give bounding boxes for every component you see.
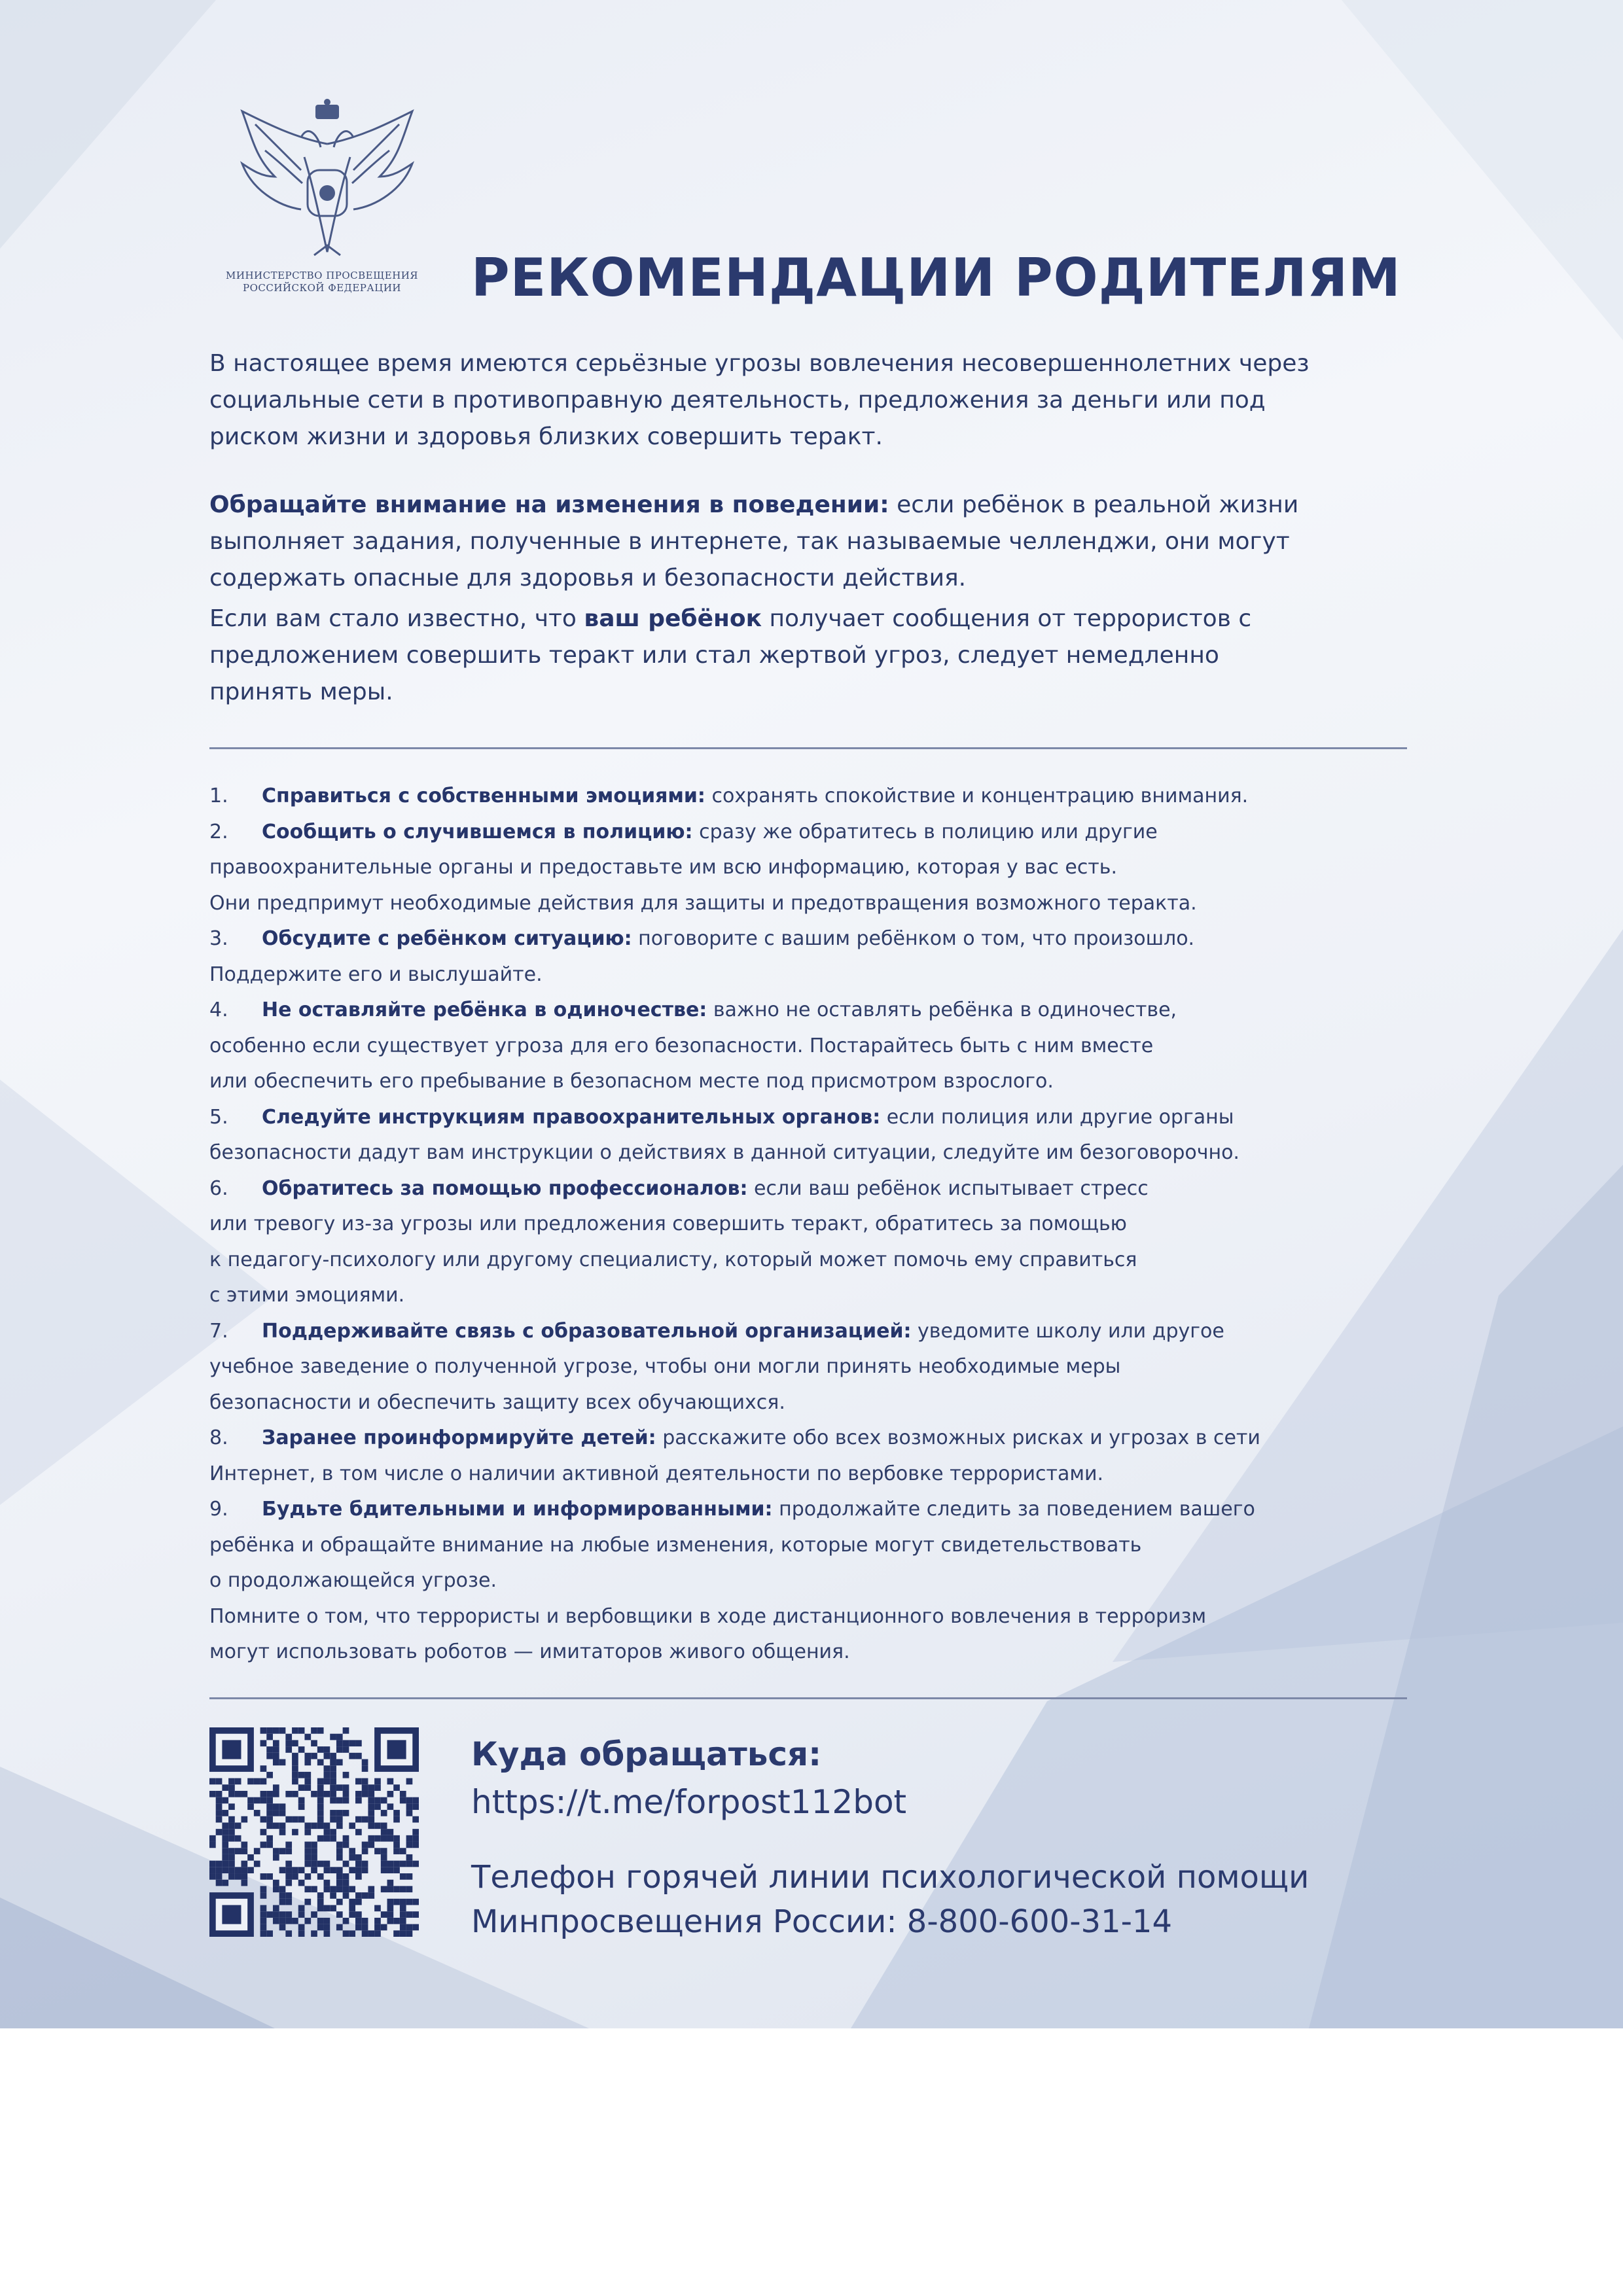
step-continuation-line: Интернет, в том числе о наличии активной деятельности по вербовке террористами.	[209, 1462, 1103, 1485]
step-continuation-line: о продолжающейся угрозе.	[209, 1569, 497, 1592]
step-first-rest: сохранять спокойствие и концентрацию внимания.	[705, 785, 1249, 807]
step-continuation-line: Поддержите его и выслушайте.	[209, 963, 543, 986]
step-title: Будьте бдительными и информированными:	[262, 1498, 773, 1521]
step-continuation-line: к педагогу-психологу или другому специалисту, который может помочь ему справиться	[209, 1248, 1137, 1271]
intro-line: В настоящее время имеются серьёзные угрозы вовлечения несовершеннолетних через	[209, 350, 1310, 377]
step-first-rest: если ваш ребёнок испытывает стресс	[747, 1176, 1149, 1200]
step-continuation-line: ребёнка и обращайте внимание на любые изменения, которые могут свидетельствовать	[209, 1533, 1142, 1557]
step-number: 7.	[209, 1319, 228, 1343]
closing-line-1: Помните о том, что террористы и вербовщики в ходе дистанционного вовлечения в терроризм	[209, 1604, 1207, 1628]
step-continuation-line: безопасности и обеспечить защиту всех обучающихся.	[209, 1390, 785, 1414]
ministry-name-line-2: РОССИЙСКОЙ ФЕДЕРАЦИИ	[243, 282, 401, 294]
step-item	[209, 1100, 1453, 1171]
step-number: 5.	[209, 1105, 228, 1129]
step-continuation-line: особенно если существует угроза для его безопасности. Постарайтесь быть с ним вместе	[209, 1034, 1154, 1057]
step-first-line	[209, 1171, 1453, 1207]
double-headed-eagle-emblem-icon	[216, 98, 438, 268]
step-first-line	[209, 921, 1453, 957]
hotline-info	[471, 1855, 1309, 1944]
page-title: РЕКОМЕНДАЦИИ РОДИТЕЛЯМ	[471, 247, 1401, 308]
closing-note	[209, 1599, 1453, 1670]
intro-line: социальные сети в противоправную деятельность, предложения за деньги или под	[209, 387, 1266, 414]
behavior-paragraph	[209, 487, 1427, 597]
step-title: Заранее проинформируйте детей:	[262, 1426, 656, 1449]
step-first-line	[209, 779, 1453, 815]
step-continuation-line: Они предпримут необходимые действия для защиты и предотвращения возможного теракта.	[209, 891, 1197, 915]
step-title: Не оставляйте ребёнка в одиночестве:	[262, 998, 707, 1021]
step-continuation-line: правоохранительные органы и предоставьте им всю информацию, которая у вас есть.	[209, 856, 1118, 879]
step-title: Следуйте инструкциям правоохранительных органов:	[262, 1105, 881, 1129]
step-item	[209, 1171, 1453, 1314]
intro-line: риском жизни и здоровья близких совершить теракт.	[209, 423, 883, 450]
contacted-line-3: принять меры.	[209, 679, 393, 705]
step-first-line	[209, 1100, 1453, 1136]
step-first-rest: поговорите с вашим ребёнком о том, что произошло.	[632, 927, 1195, 950]
intro-paragraph	[209, 345, 1427, 455]
ministry-name-line-1: МИНИСТЕРСТВО ПРОСВЕЩЕНИЯ	[226, 270, 418, 281]
contacted-bold: ваш ребёнок	[584, 605, 762, 632]
divider	[209, 1697, 1407, 1699]
step-continuation-line: или тревогу из-за угрозы или предложения совершить теракт, обратитесь за помощью	[209, 1212, 1127, 1235]
step-first-rest: расскажите обо всех возможных рисках и угрозах в сети	[656, 1426, 1260, 1449]
step-first-rest: важно не оставлять ребёнка в одиночестве,	[707, 998, 1177, 1021]
contacted-pre: Если вам стало известно, что	[209, 605, 584, 632]
step-first-line	[209, 993, 1453, 1029]
step-number: 6.	[209, 1176, 228, 1200]
steps-list	[209, 779, 1453, 1670]
step-first-line	[209, 1421, 1453, 1457]
steps-items	[209, 779, 1453, 1599]
behavior-line-2: выполняет задания, полученные в интернете, так называемые челленджи, они могут	[209, 528, 1290, 555]
divider	[209, 747, 1407, 749]
behavior-line-3: содержать опасные для здоровья и безопасности действия.	[209, 565, 967, 592]
contacts-heading: Куда обращаться:	[471, 1735, 822, 1773]
hotline-line-1: Телефон горячей линии психологической помощи	[471, 1859, 1310, 1896]
step-number: 3.	[209, 927, 228, 950]
qr-code-icon[interactable]	[209, 1727, 419, 1937]
step-first-line	[209, 815, 1453, 851]
step-title: Сообщить о случившемся в полицию:	[262, 820, 693, 843]
step-first-rest: сразу же обратитесь в полицию или другие	[692, 820, 1158, 843]
step-continuation-line: учебное заведение о полученной угрозе, чтобы они могли принять необходимые меры	[209, 1355, 1121, 1378]
step-number: 1.	[209, 785, 228, 807]
closing-line-2: могут использовать роботов — имитаторов живого общения.	[209, 1640, 850, 1663]
telegram-bot-link[interactable]: https://t.me/forpost112bot	[471, 1783, 907, 1821]
step-title: Поддерживайте связь с образовательной организацией:	[262, 1319, 912, 1343]
step-number: 9.	[209, 1498, 228, 1521]
step-item	[209, 993, 1453, 1100]
step-first-line	[209, 1314, 1453, 1350]
step-first-rest: продолжайте следить за поведением вашего	[772, 1498, 1255, 1521]
behavior-line-1	[209, 491, 1298, 518]
step-first-line	[209, 1492, 1453, 1528]
step-continuation-line: или обеспечить его пребывание в безопасном месте под присмотром взрослого.	[209, 1070, 1054, 1093]
step-item	[209, 815, 1453, 922]
contacted-line-1-rest: получает сообщения от террористов с	[762, 605, 1252, 632]
step-number: 8.	[209, 1426, 228, 1449]
step-item	[209, 921, 1453, 993]
step-first-rest: если полиция или другие органы	[880, 1105, 1234, 1129]
step-title: Обратитесь за помощью профессионалов:	[262, 1176, 748, 1200]
step-first-rest: уведомите школу или другое	[911, 1319, 1224, 1343]
step-continuation-line: безопасности дадут вам инструкции о действиях в данной ситуации, следуйте им безоговорочно.	[209, 1141, 1240, 1164]
step-item	[209, 1421, 1453, 1492]
step-continuation-line: с этими эмоциями.	[209, 1284, 405, 1307]
step-number: 2.	[209, 820, 228, 843]
step-item	[209, 1492, 1453, 1599]
step-item	[209, 1314, 1453, 1421]
step-number: 4.	[209, 998, 228, 1021]
hotline-line-2: Минпросвещения России: 8-800-600-31-14	[471, 1903, 1172, 1940]
behavior-bold-lead: Обращайте внимание на изменения в поведении:	[209, 491, 889, 518]
contacted-paragraph	[209, 601, 1427, 711]
behavior-line-1-rest: если ребёнок в реальной жизни	[889, 491, 1299, 518]
step-item	[209, 779, 1453, 815]
step-title: Справиться с собственными эмоциями:	[262, 785, 705, 807]
ministry-name	[208, 270, 436, 294]
contacted-line-1	[209, 605, 1251, 632]
step-title: Обсудите с ребёнком ситуацию:	[262, 927, 632, 950]
contacted-line-2: предложением совершить теракт или стал жертвой угроз, следует немедленно	[209, 642, 1219, 669]
